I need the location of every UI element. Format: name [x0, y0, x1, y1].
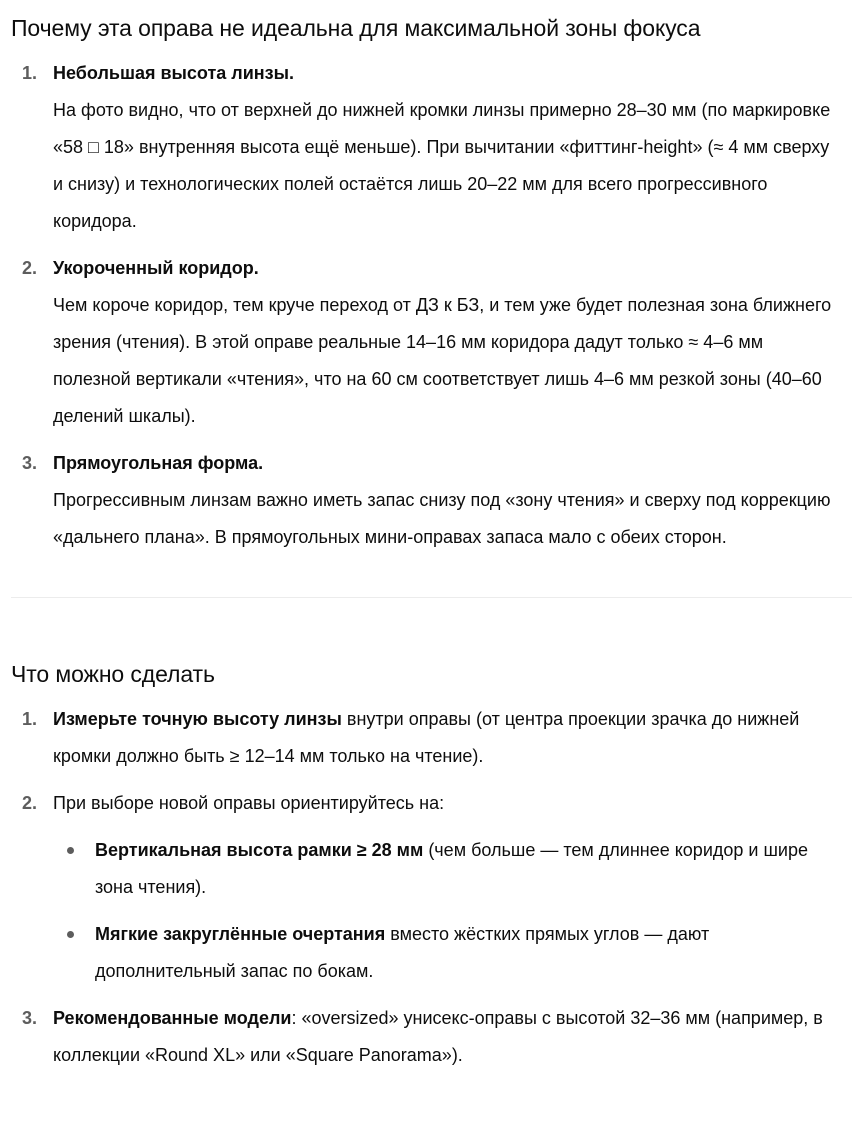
- list-item: [11, 785, 841, 990]
- list-number: 1.: [22, 63, 38, 83]
- section-heading-what: Что можно сделать: [11, 661, 215, 687]
- criteria-bullet-list: [53, 832, 841, 990]
- list-number: 1.: [22, 709, 38, 729]
- item-bold-text: Измерьте точную высоту линзы: [53, 709, 342, 729]
- list-item: [11, 445, 841, 556]
- actions-list: [11, 701, 841, 1074]
- reasons-list: [11, 55, 841, 556]
- list-item: [11, 701, 841, 775]
- section-heading-why: Почему эта оправа не идеальна для максимальной зоны фокуса: [11, 15, 701, 41]
- item-bold-text: Рекомендованные модели: [53, 1008, 292, 1028]
- item-title: Прямоугольная форма.: [53, 453, 264, 473]
- section-divider: [11, 597, 852, 598]
- bullet-text: вместо жёстких прямых углов — дают дополнительный запас по бокам.: [95, 924, 710, 981]
- item-body: Чем короче коридор, тем круче переход от ДЗ к БЗ, и тем уже будет полезная зона ближнего зрения (чтения). В этой оправе реальные 14–16 мм коридора дадут только ≈ 4–6 мм полезной вертикали «чтения», что на 60 см соответствует лишь 4–6 мм резкой зоны (40–60 делений шкалы).: [53, 295, 832, 426]
- list-number: 3.: [22, 1008, 38, 1028]
- item-text: внутри оправы (от центра проекции зрачка до нижней кромки должно быть ≥ 12–14 мм только на чтение).: [53, 709, 800, 766]
- bullet-item: [53, 916, 841, 990]
- list-item: [11, 250, 841, 435]
- bullet-dot-icon: [67, 931, 74, 938]
- list-number: 2.: [22, 258, 38, 278]
- bullet-bold-text: Мягкие закруглённые очертания: [95, 924, 386, 944]
- item-title: Небольшая высота линзы.: [53, 63, 294, 83]
- item-body: На фото видно, что от верхней до нижней кромки линзы примерно 28–30 мм (по маркировке «58 □ 18» внутренняя высота ещё меньше). При вычитании «фиттинг-height» (≈ 4 мм сверху и снизу) и технологических полей остаётся лишь 20–22 мм для всего прогрессивного коридора.: [53, 100, 831, 231]
- item-title: Укороченный коридор.: [53, 258, 259, 278]
- bullet-bold-text: Вертикальная высота рамки ≥ 28 мм: [95, 840, 424, 860]
- bullet-dot-icon: [67, 847, 74, 854]
- item-text: При выборе новой оправы ориентируйтесь на:: [53, 793, 445, 813]
- item-body: Прогрессивным линзам важно иметь запас снизу под «зону чтения» и сверху под коррекцию «дальнего плана». В прямоугольных мини-оправах запаса мало с обеих сторон.: [53, 490, 831, 547]
- list-number: 2.: [22, 793, 38, 813]
- list-item: [11, 1000, 841, 1074]
- item-text: : «oversized» унисекс-оправы с высотой 32–36 мм (например, в коллекции «Round XL» или «Square Panorama»).: [53, 1008, 823, 1065]
- bullet-item: [53, 832, 841, 906]
- list-number: 3.: [22, 453, 38, 473]
- list-item: [11, 55, 841, 240]
- bullet-text: (чем больше — тем длиннее коридор и шире зона чтения).: [95, 840, 808, 897]
